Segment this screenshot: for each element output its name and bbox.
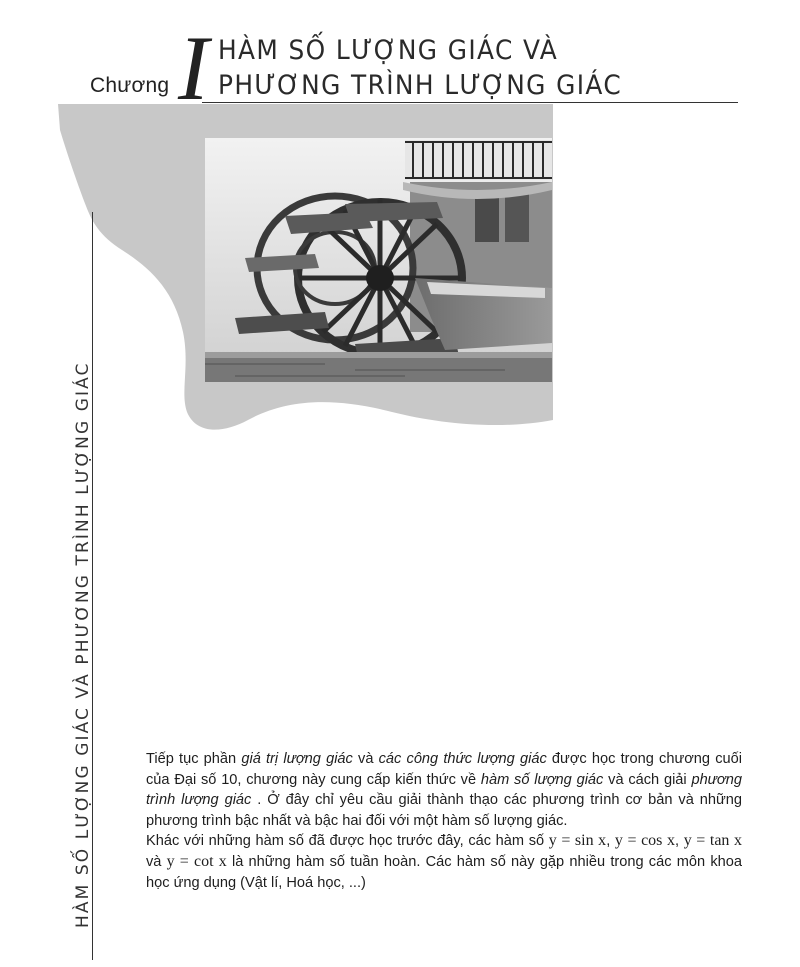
- header-rule: [202, 102, 738, 103]
- intro-emphasis: phương trình lượng giác: [146, 771, 742, 809]
- intro-text: . Ở đây chỉ yêu cầu giải thành thạo các phương trình cơ bản và những phương trình bậc nhất và bậc hai đối với một hàm số lượng giác.: [146, 792, 742, 829]
- intro-text: ,: [606, 833, 615, 850]
- intro-text: là những hàm số tuần hoàn. Các hàm số này gặp nhiều trong các môn khoa học ứng dụng (Vật lí, Hoá học, ...): [146, 853, 743, 891]
- intro-text: ,: [674, 833, 684, 850]
- math-cos: y = cos x: [614, 832, 675, 850]
- chapter-title-line-1: HÀM SỐ LƯỢNG GIÁC VÀ: [218, 35, 559, 66]
- chapter-title-line-2: PHƯƠNG TRÌNH LƯỢNG GIÁC: [218, 70, 623, 101]
- vertical-running-title: HÀM SỐ LƯỢNG GIÁC VÀ PHƯƠNG TRÌNH LƯỢNG GIÁC: [73, 361, 93, 928]
- intro-text: Tiếp tục phần: [146, 751, 242, 767]
- intro-text: Khác với những hàm số đã được học trước đây, các hàm số: [146, 833, 549, 850]
- math-cot: y = cot x: [166, 852, 227, 870]
- paddle-wheel-photo: [205, 138, 552, 382]
- intro-emphasis: hàm số lượng giác: [480, 771, 604, 788]
- math-sin: y = sin x: [548, 832, 607, 850]
- intro-text: và: [352, 751, 379, 767]
- intro-emphasis: các công thức lượng giác: [378, 751, 547, 767]
- intro-text: và: [146, 853, 167, 870]
- chapter-number: I: [178, 17, 209, 119]
- intro-paragraph-1: [146, 749, 742, 831]
- intro-paragraph-2: [146, 831, 742, 893]
- intro-emphasis: giá trị lượng giác: [241, 751, 353, 767]
- chapter-introduction: [146, 749, 742, 893]
- math-tan: y = tan x: [683, 832, 743, 850]
- chapter-label: Chương: [90, 74, 170, 97]
- intro-text: được học trong chương cuối của Đại số 10, chương này cung cấp kiến thức về: [146, 751, 742, 788]
- intro-text: và cách giải: [603, 771, 692, 788]
